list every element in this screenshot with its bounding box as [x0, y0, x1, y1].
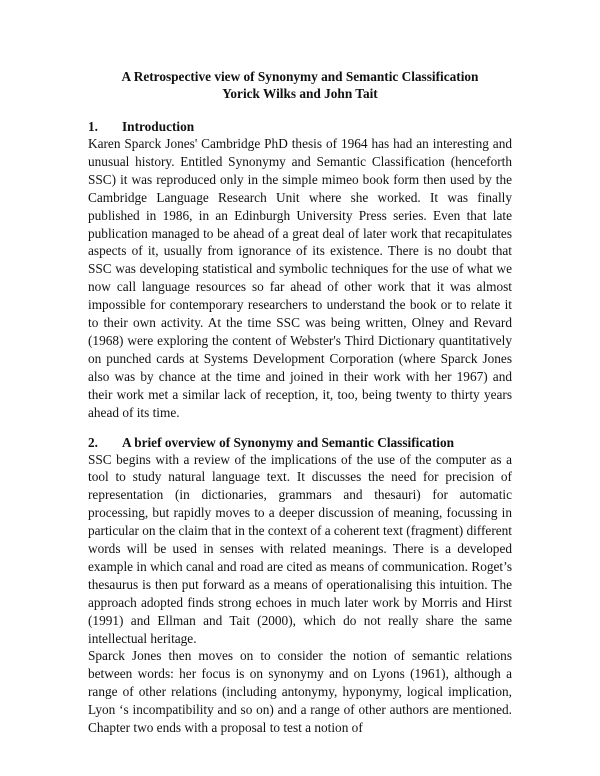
paragraph: Karen Sparck Jones' Cambridge PhD thesis of 1964 has had an interesting and unusual history. Entitled Synonymy and Semantic Classification (henceforth SSC) it was reproduced only in the simple mimeo book form then used by the Cambridge Language Research Unit where she worked. It was finally published in 1986, in an Edinburgh University Press series. Even that late publication managed to be ahead of a great deal of later work that recapitulates aspects of it, usually from ignorance of its existence. There is no doubt that SSC was developing statistical and symbolic techniques for the use of what we now call language resources so far ahead of other work that it was almost impossible for contemporary researchers to understand the book or to relate it to their own activity. At the time SSC was being written, Olney and Revard (1968) were exploring the content of Webster's Third Dictionary quantitatively on punched cards at Systems Development Corporation (where Sparck Jones also was by chance at the time and joined in their work with her 1967) and their work met a similar lack of reception, it, too, being twenty to thirty years ahead of its time.	[88, 136, 512, 420]
paragraph: Sparck Jones then moves on to consider the notion of semantic relations between words: her focus is on synonymy and on Lyons (1961), although a range of other relations (including antonymy, hyponymy, logical implication, Lyon ‘s incompatibility and so on) and a range of other authors are mentioned. Chapter two ends with a proposal to test a notion of	[88, 648, 512, 736]
section-number: 2.	[88, 434, 98, 450]
paper-title: A Retrospective view of Synonymy and Semantic Classification	[121, 69, 479, 84]
paper-authors: Yorick Wilks and John Tait	[222, 86, 378, 101]
section-heading-introduction	[88, 118, 512, 135]
section-number: 1.	[88, 119, 98, 134]
section-title: Introduction	[122, 119, 195, 134]
section-heading-overview	[88, 434, 512, 451]
paragraph: SSC begins with a review of the implications of the use of the computer as a tool to study natural language text. It discusses the need for precision of representation (in dictionaries, grammars and thesauri) for automatic processing, but rapidly moves to a deeper discussion of meaning, focussing in particular on the claim that in the context of a coherent text (fragment) different words will be used in senses with related meanings. There is a developed example in which canal and road are cited as means of communication. Roget’s thesaurus is then put forward as a means of operationalising this intuition. The approach adopted finds strong echoes in much later work by Morris and Hirst (1991) and Ellman and Tait (2000), which do not really share the same intellectual heritage.	[88, 451, 512, 646]
section-title: A brief overview of Synonymy and Semantic Classification	[122, 434, 455, 450]
